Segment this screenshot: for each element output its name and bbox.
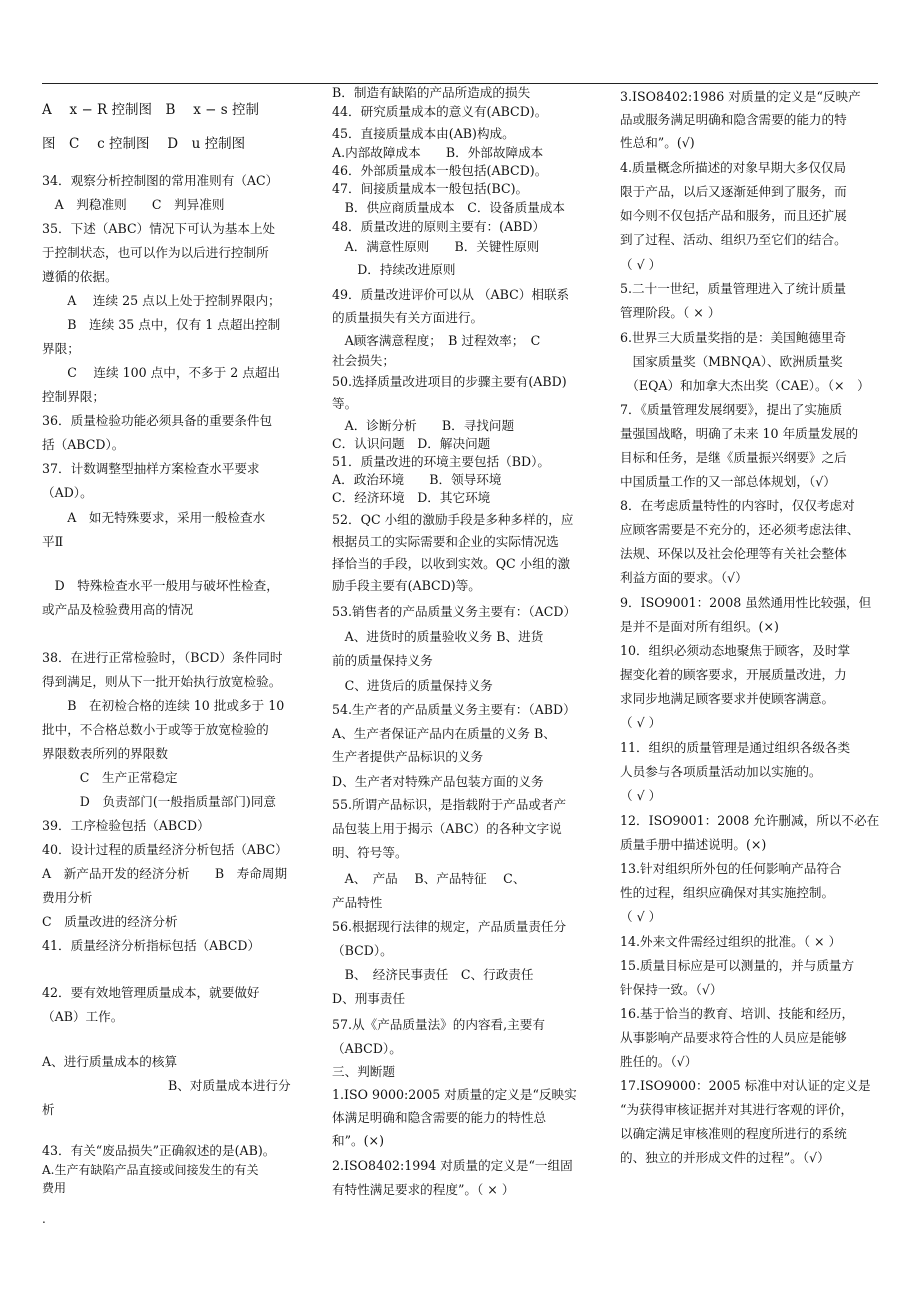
text-line: 得到满足，则从下一批开始执行放宽检验。 [42, 674, 282, 689]
text-line: 有特性满足要求的程度”。（ × ） [332, 1182, 515, 1197]
text-line: A x − R 控制图 B x − s 控制 [42, 102, 259, 118]
text-line: 控制界限； [42, 389, 105, 404]
text-line: 16.基于恰当的教育、培训、技能和经历， [620, 1006, 855, 1021]
text-line: 36．质量检验功能必须具备的重要条件包 [42, 413, 273, 428]
text-line: A、 产品 B、产品特征 C、 [332, 871, 526, 886]
text-line: 品或服务满足明确和隐含需要的能力的特 [620, 112, 847, 127]
text-line: C．认识问题 D．解决问题 [332, 436, 491, 451]
text-line: （AD）。 [42, 485, 93, 500]
text-line: 界限； [42, 341, 80, 356]
text-line: 于控制状态，也可以作为以后进行控制所 [42, 245, 269, 260]
text-line: 57.从《产品质量法》的内容看,主要有 [332, 1017, 545, 1032]
text-line: 是并不是面对所有组织。(×) [620, 619, 779, 634]
text-line: 54.生产者的产品质量义务主要有：（ABD） [332, 702, 576, 717]
footer-dot: . [42, 1212, 46, 1226]
text-line: 55.所谓产品标识，是指载附于产品或者产 [332, 797, 567, 812]
text-line: 根据员工的实际需要和企业的实际情况选 [332, 534, 559, 549]
text-line: 53.销售者的产品质量义务主要有：（ACD） [332, 604, 577, 619]
text-line: 析 [42, 1102, 55, 1117]
text-line: 限于产品，以后又逐渐延伸到了服务，而 [620, 184, 847, 199]
text-line: （ √ ） [620, 909, 662, 924]
text-line: （ √ ） [620, 715, 662, 730]
text-line: 法规、环保以及社会伦理等有关社会整体 [620, 546, 847, 561]
text-line: 48．质量改进的原则主要有：(ABD） [332, 219, 546, 234]
text-line: 15.质量目标应是可以测量的，并与质量方 [620, 958, 855, 973]
text-line: 14.外来文件需经过组织的批准。（ × ） [620, 934, 842, 949]
text-line: 针保持一致。（√） [620, 982, 723, 997]
text-line: 39．工序检验包括（ABCD） [42, 818, 210, 833]
text-line: A 如无特殊要求，采用一般检查水 [42, 510, 266, 525]
text-line: 或产品及检验费用高的情况 [42, 602, 194, 617]
text-line: 8．在考虑质量特性的内容时，仅仅考虑对 [620, 498, 855, 513]
text-line: B．制造有缺陷的产品所造成的损失 [332, 85, 531, 100]
text-line: 生产者提供产品标识的义务 [332, 749, 484, 764]
text-line: B 连续 35 点中，仅有 1 点超出控制 [42, 317, 281, 332]
header-rule [42, 83, 878, 84]
text-line: A顾客满意程度； B 过程效率； C [332, 333, 541, 348]
text-line: D 特殊检查水平一般用与破坏性检查， [42, 578, 279, 593]
text-line: 应顾客需要是不充分的，还必须考虑法律、 [620, 522, 860, 537]
text-line: C 质量改进的经济分析 [42, 914, 178, 929]
text-line: 以确定满足审核准则的程度所进行的系统 [620, 1126, 847, 1141]
text-line: （ √ ） [620, 257, 662, 272]
text-line: 40．设计过程的质量经济分析包括（ABC） [42, 842, 288, 857]
text-line: 34．观察分析控制图的常用准则有（AC） [42, 173, 279, 188]
text-line: （AB）工作。 [42, 1009, 124, 1024]
text-line: A．诊断分析 B．寻找问题 [332, 418, 515, 433]
text-line: 38．在进行正常检验时，（BCD）条件同时 [42, 650, 283, 665]
text-line: 50.选择质量改进项目的步骤主要有(ABD) [332, 374, 567, 389]
text-line: 求同步地满足顾客要求并使顾客满意。 [620, 691, 835, 706]
text-line: 10．组织必须动态地聚焦于顾客，及时掌 [620, 643, 851, 658]
text-line: 等。 [332, 396, 358, 411]
text-line: 45．直接质量成本由(AB)构成。 [332, 126, 515, 141]
text-line: 品包装上用于揭示（ABC）的各种文字说 [332, 821, 562, 836]
text-line: A、生产者保证产品内在质量的义务 B、 [332, 726, 556, 741]
text-line: 括（ABCD）。 [42, 437, 125, 452]
text-line: A.内部故障成本 B．外部故障成本 [332, 145, 544, 160]
text-line: 7．《质量管理发展纲要》，提出了实施质 [620, 402, 843, 417]
text-line: 人员参与各项质量活动加以实施的。 [620, 764, 822, 779]
text-line: 握变化着的顾客要求，开展质量改进，力 [620, 667, 847, 682]
text-line: D．持续改进原则 [332, 262, 456, 277]
text-line: 11．组织的质量管理是通过组织各级各类 [620, 740, 851, 755]
text-line: 到了过程、活动、组织乃至它们的结合。 [620, 232, 847, 247]
text-line: 的质量损失有关方面进行。 [332, 310, 484, 325]
text-line: A．政治环境 B．领导环境 [332, 472, 502, 487]
text-line: 37．计数调整型抽样方案检查水平要求 [42, 461, 260, 476]
text-line: 性的过程，组织应确保对其实施控制。 [620, 885, 835, 900]
text-line: B、 经济民事责任 C、行政责任 [332, 967, 534, 982]
text-line: （ √ ） [620, 788, 662, 803]
text-line: A．满意性原则 B．关键性原则 [332, 239, 540, 254]
text-line: 质量手册中描述说明。(×) [620, 837, 767, 852]
text-line: 体满足明确和隐含需要的能力的特性总 [332, 1110, 547, 1125]
text-line: 41．质量经济分析指标包括（ABCD） [42, 938, 261, 953]
text-line: A、进行质量成本的核算 [42, 1054, 178, 1069]
text-line: C 连续 100 点中，不多于 2 点超出 [42, 365, 281, 380]
text-line: B、对质量成本进行分 [168, 1078, 291, 1093]
text-line: 的、独立的并形成文件的过程”。（√） [620, 1150, 830, 1165]
text-line: 利益方面的要求。（√） [620, 570, 748, 585]
text-line: （EQA）和加拿大杰出奖（CAE）。（× ） [620, 378, 870, 393]
text-line: 12．ISO9001：2008 允许删减，所以不必在 [620, 813, 880, 828]
text-line: A.生产有缺陷产品直接或间接发生的有关 [42, 1163, 259, 1177]
text-line: A、进货时的质量验收义务 B、进货 [332, 629, 544, 644]
text-line: 6.世界三大质量奖指的是：美国鲍德里奇 [620, 330, 847, 345]
text-line: A 判稳准则 C 判异准则 [42, 197, 225, 212]
text-line: 42．要有效地管理质量成本，就要做好 [42, 985, 260, 1000]
text-line: 43．有关“废品损失”正确叙述的是(AB)。 [42, 1143, 276, 1158]
text-line: 性总和”。(√) [620, 135, 695, 150]
text-line: C、进货后的质量保持义务 [332, 678, 493, 693]
text-line: B．供应商质量成本 C．设备质量成本 [332, 200, 565, 215]
text-line: （ABCD）。 [332, 1041, 402, 1056]
text-line: 前的质量保持义务 [332, 653, 433, 668]
text-line: 国家质量奖（MBNQA）、欧洲质量奖 [620, 354, 843, 369]
text-line: 胜任的。（√） [620, 1054, 698, 1069]
text-line: A 连续 25 点以上处于控制界限内； [42, 293, 281, 308]
text-line: 51．质量改进的环境主要包括（BD）。 [332, 454, 550, 469]
text-line: 明、符号等。 [332, 845, 408, 860]
text-line: 平Ⅱ [42, 534, 64, 549]
text-line: D、生产者对特殊产品包装方面的义务 [332, 774, 544, 789]
text-line: （BCD）。 [332, 943, 393, 958]
text-line: 中国质量工作的又一部总体规划，（√） [620, 474, 836, 489]
text-line: 从事影响产品要求符合性的人员应是能够 [620, 1030, 847, 1045]
text-line: 量强国战略，明确了未来 10 年质量发展的 [620, 426, 859, 441]
text-line: 5.二十一世纪，质量管理进入了统计质量 [620, 281, 847, 296]
text-line: 界限数表所列的界限数 [42, 746, 168, 761]
text-line: C 生产正常稳定 [42, 770, 178, 785]
text-line: 费用 [42, 1181, 67, 1195]
text-line: 13.针对组织所外包的任何影响产品符合 [620, 861, 842, 876]
text-line: 3.ISO8402:1986 对质量的定义是“反映产 [620, 89, 861, 104]
text-line: C．经济环境 D．其它环境 [332, 490, 491, 505]
text-line: 励手段主要有(ABCD)等。 [332, 578, 481, 593]
text-line: 1.ISO 9000:2005 对质量的定义是“反映实 [332, 1087, 577, 1102]
text-line: 46．外部质量成本一般包括(ABCD)。 [332, 163, 548, 178]
text-line: 56.根据现行法律的规定，产品质量责任分 [332, 919, 567, 934]
text-line: 目标和任务，是继《质量振兴纲要》之后 [620, 450, 847, 465]
text-line: B 在初检合格的连续 10 批或多于 10 [42, 698, 285, 713]
text-line: 遵循的依据。 [42, 269, 118, 284]
text-line: D、刑事责任 [332, 991, 406, 1006]
text-line: 2.ISO8402:1994 对质量的定义是“一组固 [332, 1158, 573, 1173]
text-line: 择恰当的手段，以收到实效。QC 小组的激 [332, 556, 571, 571]
text-line: 产品特性 [332, 895, 383, 910]
text-line: 和”。(×) [332, 1133, 385, 1148]
text-line: 52．QC 小组的激励手段是多种多样的，应 [332, 512, 574, 527]
text-line: 费用分析 [42, 890, 93, 905]
text-line: 如今则不仅包括产品和服务，而且还扩展 [620, 208, 847, 223]
text-line: 社会损失； [332, 353, 395, 368]
text-line: 35．下述（ABC）情况下可认为基本上处 [42, 221, 276, 236]
text-line: 9．ISO9001：2008 虽然通用性比较强，但 [620, 595, 872, 610]
text-line: 批中，不合格总数小于或等于放宽检验的 [42, 722, 269, 737]
text-line: 47．间接质量成本一般包括(BC)。 [332, 181, 529, 196]
text-line: 图 C c 控制图 D u 控制图 [42, 136, 246, 152]
text-line: 管理阶段。（ × ） [620, 305, 721, 320]
text-line: A 新产品开发的经济分析 B 寿命周期 [42, 866, 288, 881]
text-line: 44．研究质量成本的意义有(ABCD)。 [332, 104, 548, 119]
text-line: 17.ISO9000：2005 标准中对认证的定义是 [620, 1078, 871, 1093]
text-line: 三、判断题 [332, 1064, 395, 1079]
text-line: “为获得审核证据并对其进行客观的评价， [620, 1102, 854, 1117]
text-line: 49．质量改进评价可以从 （ABC）相联系 [332, 287, 570, 302]
text-line: 4.质量概念所描述的对象早期大多仅仅局 [620, 160, 847, 175]
text-line: D 负责部门(一般指质量部门)同意 [42, 794, 277, 809]
